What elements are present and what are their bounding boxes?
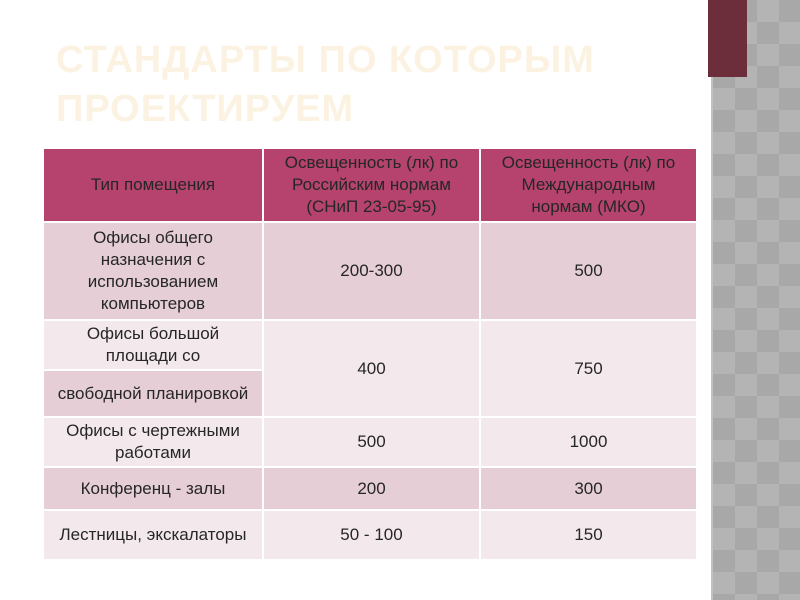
diamond-pattern-strip [711, 0, 800, 600]
header-ru-norm: Освещенность (лк) по Российским нормам (СНиП 23-05-95) [264, 149, 479, 221]
page-title-line1: СТАНДАРТЫ ПО КОТОРЫМ [56, 39, 595, 81]
cell-room-type: Лестницы, экскалаторы [44, 511, 262, 559]
table-row [44, 321, 696, 369]
cell-intl-value: 500 [481, 223, 696, 319]
cell-intl-value: 750 [481, 321, 696, 416]
cell-room-type-part1: Офисы большой площади со [44, 321, 262, 369]
lighting-standards-table [42, 147, 698, 561]
table-row [44, 418, 696, 466]
page-title [56, 36, 676, 133]
header-intl-norm: Освещенность (лк) по Международным нормам (МКО) [481, 149, 696, 221]
cell-room-type: Офисы общего назначения с использованием компьютеров [44, 223, 262, 319]
cell-ru-value: 200-300 [264, 223, 479, 319]
table-row [44, 511, 696, 559]
cell-ru-value: 400 [264, 321, 479, 416]
cell-room-type: Конференц - залы [44, 468, 262, 509]
page-title-line2: ПРОЕКТИРУЕМ [56, 87, 355, 130]
cell-ru-value: 500 [264, 418, 479, 466]
cell-room-type-part2: свободной планировкой [44, 371, 262, 416]
table-row [44, 223, 696, 319]
ribbon-ornament [708, 0, 747, 77]
cell-ru-value: 200 [264, 468, 479, 509]
table-header-row [44, 149, 696, 221]
cell-intl-value: 1000 [481, 418, 696, 466]
cell-intl-value: 300 [481, 468, 696, 509]
cell-room-type: Офисы с чертежными работами [44, 418, 262, 466]
cell-intl-value: 150 [481, 511, 696, 559]
table-row [44, 468, 696, 509]
cell-ru-value: 50 - 100 [264, 511, 479, 559]
header-room-type: Тип помещения [44, 149, 262, 221]
